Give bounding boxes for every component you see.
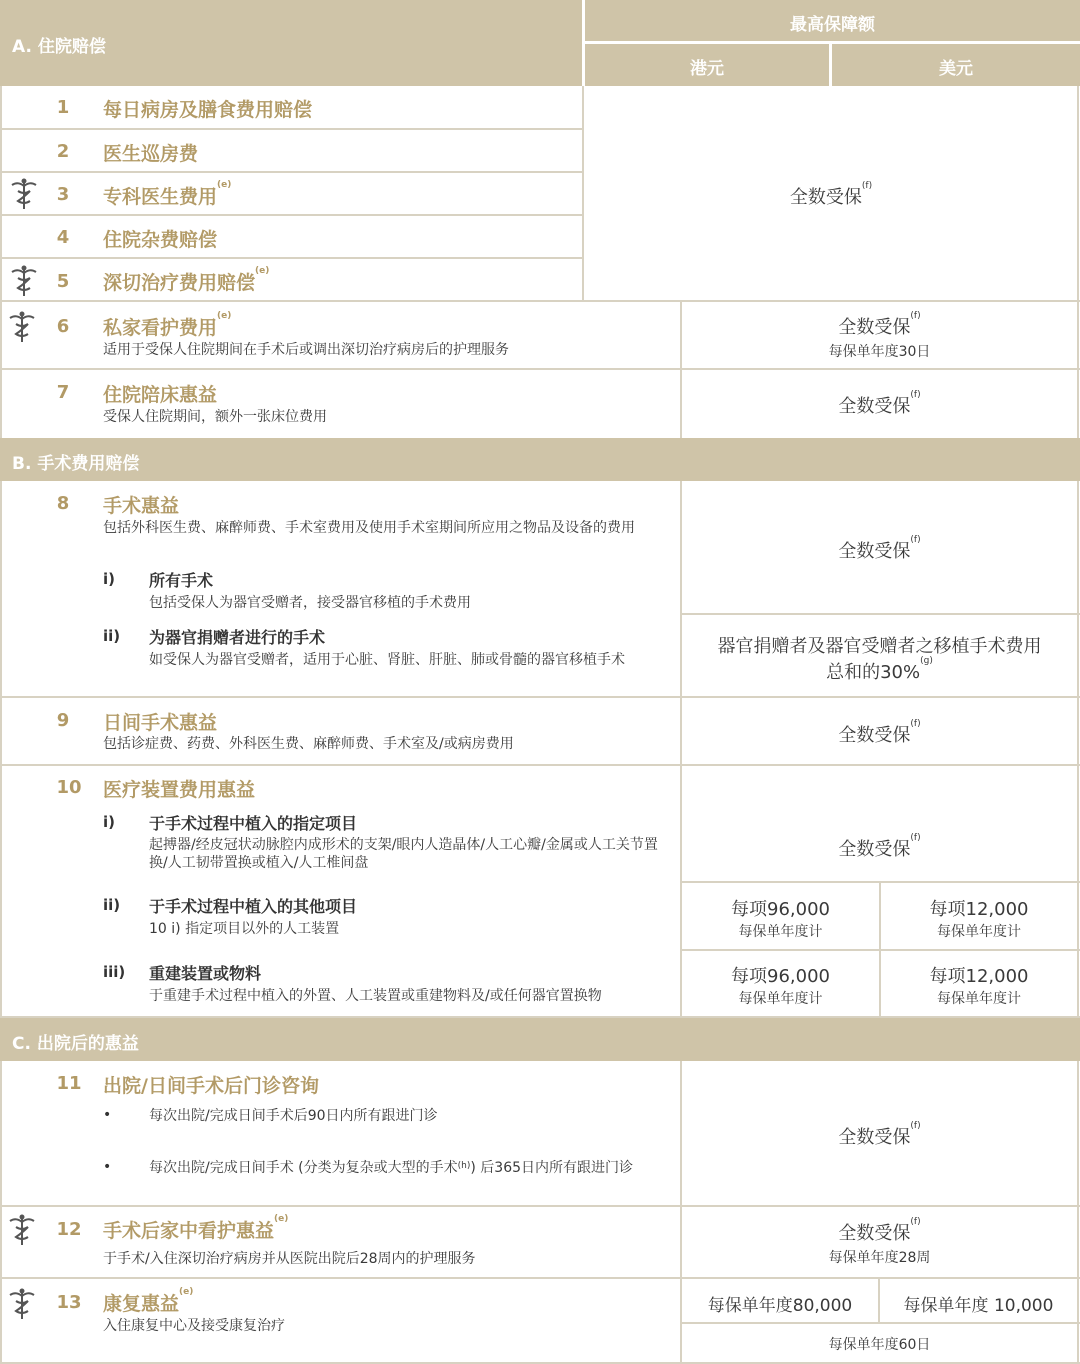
item-number: 4 — [56, 227, 70, 248]
bullet-text: 每次出院/完成日间手术后90日内所有跟进门诊 — [149, 1108, 438, 1124]
max-coverage-label: 最高保障额 — [790, 15, 875, 35]
bullet-dot: • — [103, 1159, 112, 1175]
hkd-label: 港元 — [690, 59, 724, 79]
item-number: 11 — [56, 1073, 82, 1094]
item-number: 2 — [56, 141, 70, 162]
item-title: 手术后家中看护惠益$^{(e)}$ — [103, 1214, 289, 1242]
caduceus-icon — [7, 310, 37, 344]
coverage-limit: 每保单年度30日 — [828, 344, 931, 360]
sub-item-number: ii) — [103, 627, 121, 645]
item-title: 康复惠益$^{(e)}$ — [103, 1287, 194, 1315]
item-title: 日间手术惠益 — [103, 712, 218, 734]
coverage-full: 全数受保$^{(f)}$ — [838, 719, 921, 746]
item-number: 5 — [56, 271, 70, 292]
usd-amount: 每保单年度 10,000 — [903, 1296, 1054, 1316]
item-title: 每日病房及膳食费用赔偿 — [103, 99, 313, 121]
item-number: 12 — [56, 1219, 82, 1240]
item-number: 10 — [56, 777, 82, 798]
coverage-full: 全数受保$^{(f)}$ — [838, 390, 921, 417]
item-description: 包括诊症费、药费、外科医生费、麻醉师费、手术室及/或病房费用 — [103, 736, 514, 752]
hkd-note: 每保单年度计 — [738, 924, 823, 940]
item-number: 6 — [56, 316, 70, 337]
sub-item-number: i) — [103, 813, 115, 831]
hkd-amount: 每项96,000 — [731, 899, 830, 920]
coverage-limit: 每保单年度28周 — [828, 1250, 931, 1266]
item-title: 私家看护费用$^{(e)}$ — [103, 311, 232, 339]
item-title: 深切治疗费用赔偿$^{(e)}$ — [103, 266, 270, 294]
item-title: 出院/日间手术后门诊咨询 — [103, 1075, 319, 1097]
item-number: 7 — [56, 382, 70, 403]
coverage-organ-line1: 器官捐赠者及器官受赠者之移植手术费用 — [717, 636, 1042, 657]
item-title: 住院陪床惠益 — [103, 384, 218, 406]
item-description: 适用于受保人住院期间在手术后或调出深切治疗病房后的护理服务 — [103, 342, 509, 358]
caduceus-icon — [7, 1287, 37, 1321]
sub-item-description: 起搏器/经皮冠状动脉腔内成形术的支架/眼内人造晶体/人工心瓣/金属或人工关节置换/人工韧带置换或植入/人工椎间盘 — [149, 837, 658, 871]
sub-item-title: 于手术过程中植入的其他项目 — [149, 897, 358, 916]
sub-item-number: ii) — [103, 896, 121, 914]
sub-item-number: iii) — [103, 963, 126, 981]
usd-note: 每保单年度计 — [937, 924, 1021, 940]
caduceus-icon — [9, 264, 39, 298]
section-b-header — [0, 438, 1080, 481]
bullet-text: 每次出院/完成日间手术 (分类为复杂或大型的手术$^{(h)}$) 后365日内所有跟进门诊 — [149, 1160, 634, 1176]
sub-item-title: 为器官捐赠者进行的手术 — [149, 628, 326, 647]
item-description: 于手术/入住深切治疗病房并从医院出院后28周内的护理服务 — [103, 1251, 476, 1267]
sub-item-title: 于手术过程中植入的指定项目 — [149, 814, 358, 833]
hkd-amount: 每保单年度80,000 — [707, 1296, 853, 1316]
sub-item-number: i) — [103, 570, 115, 588]
item-title: 手术惠益 — [103, 495, 180, 517]
item-number: 13 — [56, 1292, 82, 1313]
coverage-full: 全数受保$^{(f)}$ — [838, 1121, 921, 1148]
section-b-title: B. 手术费用赔偿 — [12, 454, 140, 474]
item-title: 医疗装置费用惠益 — [103, 779, 256, 801]
item-number: 1 — [56, 97, 70, 118]
coverage-full: 全数受保$^{(f)}$ — [838, 1217, 921, 1244]
item-description: 受保人住院期间，额外一张床位费用 — [103, 409, 327, 425]
caduceus-icon — [7, 1213, 37, 1247]
item-title: 住院杂费赔偿 — [103, 229, 218, 251]
section-a-title: A. 住院赔偿 — [12, 37, 106, 57]
coverage-full: 全数受保$^{(f)}$ — [838, 311, 921, 338]
item-title: 专科医生费用$^{(e)}$ — [103, 180, 232, 208]
coverage-full: 全数受保$^{(f)}$ — [789, 181, 873, 208]
sub-item-description: 如受保人为器官受赠者，适用于心脏、肾脏、肝脏、肺或骨髓的器官移植手术 — [149, 652, 625, 668]
bullet-dot: • — [103, 1107, 112, 1123]
sub-item-description: 包括受保人为器官受赠者，接受器官移植的手术费用 — [149, 595, 471, 611]
coverage-limit: 每保单年度60日 — [828, 1337, 931, 1353]
coverage-full: 全数受保$^{(f)}$ — [838, 833, 921, 860]
section-c-title: C. 出院后的惠益 — [12, 1034, 139, 1054]
item-number: 9 — [56, 710, 70, 731]
hkd-amount: 每项96,000 — [731, 966, 830, 987]
usd-amount: 每项12,000 — [929, 966, 1029, 987]
section-c-header — [0, 1018, 1080, 1061]
coverage-organ-line2: 总和的30%$^{(g)}$ — [826, 656, 933, 683]
usd-label: 美元 — [939, 59, 973, 79]
caduceus-icon — [9, 177, 39, 211]
item-description: 入住康复中心及接受康复治疗 — [103, 1318, 285, 1334]
sub-item-description: 10 i) 指定项目以外的人工装置 — [149, 921, 340, 937]
sub-item-title: 所有手术 — [149, 571, 214, 590]
usd-amount: 每项12,000 — [929, 899, 1029, 920]
coverage-full: 全数受保$^{(f)}$ — [838, 535, 921, 562]
item-number: 8 — [56, 493, 70, 514]
sub-item-title: 重建装置或物料 — [149, 964, 262, 983]
item-number: 3 — [56, 184, 70, 205]
item-description: 包括外科医生费、麻醉师费、手术室费用及使用手术室期间所应用之物品及设备的费用 — [103, 520, 635, 536]
hkd-note: 每保单年度计 — [738, 991, 823, 1007]
sub-item-description: 于重建手术过程中植入的外置、人工装置或重建物料及/或任何器官置换物 — [149, 988, 602, 1004]
item-title: 医生巡房费 — [103, 143, 199, 165]
usd-note: 每保单年度计 — [937, 991, 1021, 1007]
